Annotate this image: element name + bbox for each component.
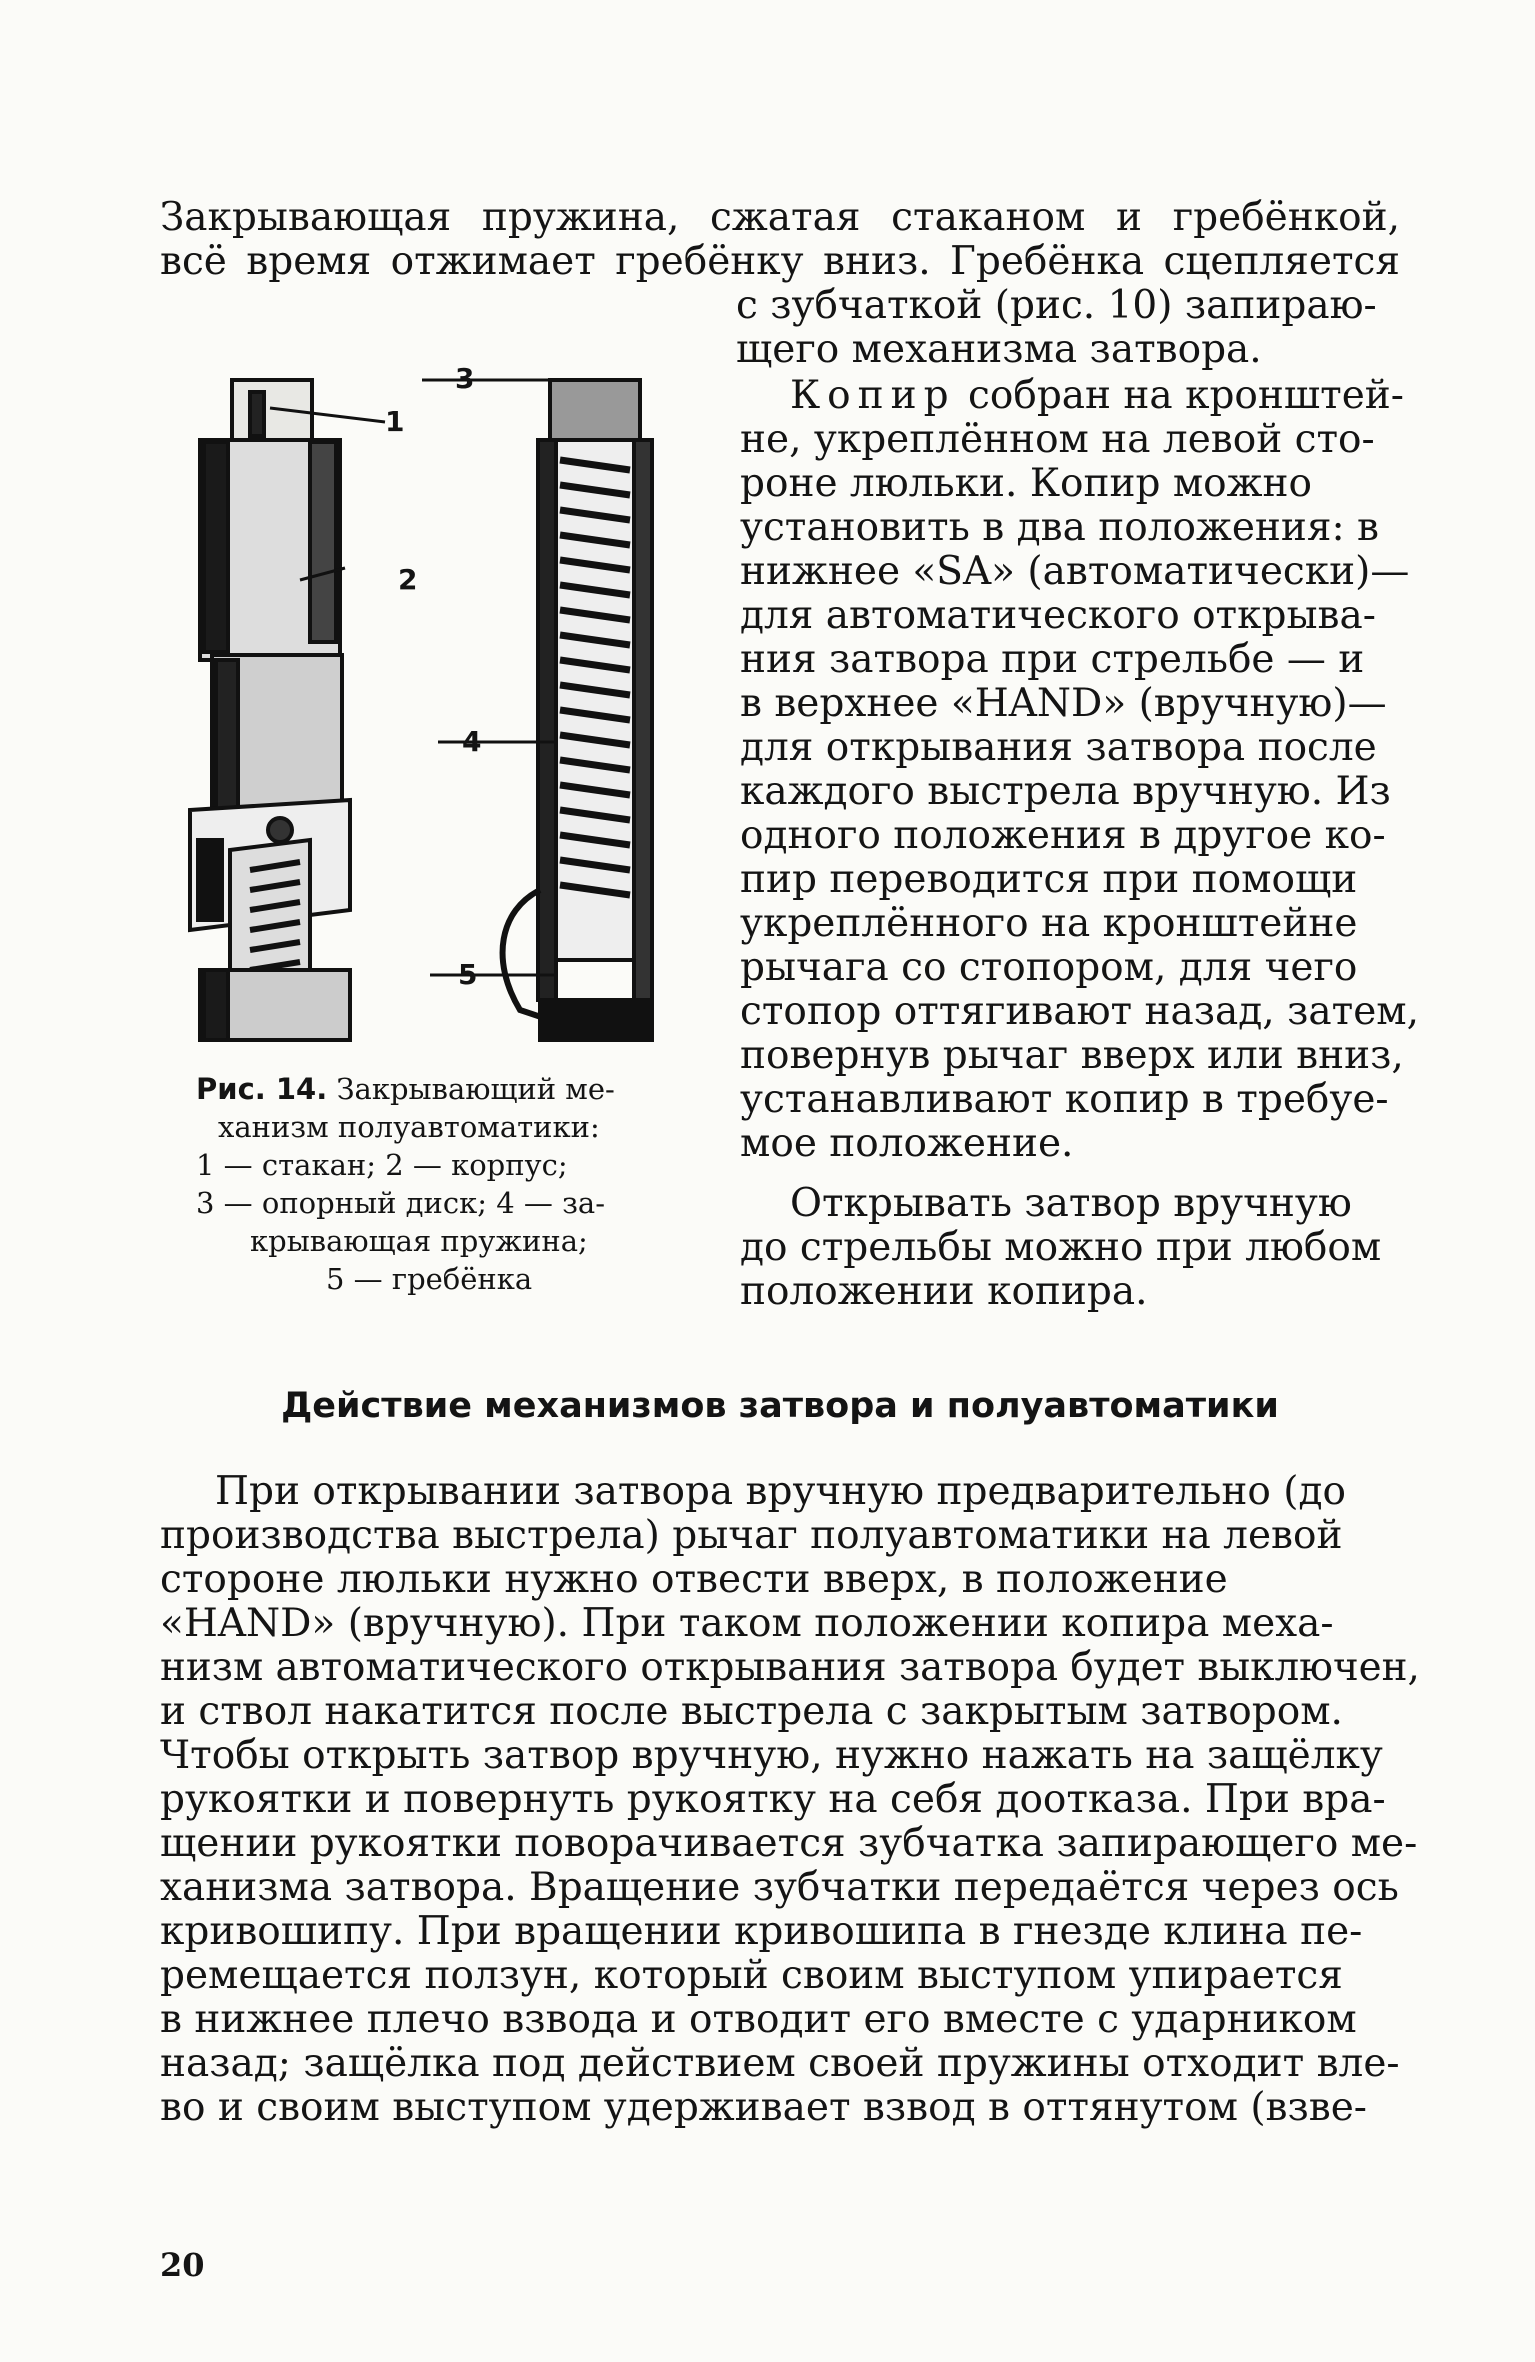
text-line: ния затвора при стрельбе — и: [740, 637, 1365, 682]
caption-line: [196, 1072, 615, 1106]
text-line: и ствол накатится после выстрела с закрытым затвором.: [160, 1689, 1343, 1734]
text-line: пир переводится при помощи: [740, 857, 1358, 902]
text-line: При открывании затвора вручную предварительно (до: [215, 1469, 1346, 1514]
text-line: кривошипу. При вращении кривошипа в гнезде клина пе-: [160, 1909, 1363, 1954]
caption-label: Рис. 14.: [196, 1072, 328, 1106]
text-line: ханизма затвора. Вращение зубчатки передаётся через ось: [160, 1865, 1399, 1910]
spring-section: [503, 380, 652, 1040]
text-line: устанавливают копир в требуе-: [740, 1077, 1389, 1122]
callout-4: 4: [462, 725, 482, 758]
text-line: щении рукоятки поворачивается зубчатка запирающего ме-: [160, 1821, 1418, 1866]
callout-5: 5: [458, 958, 478, 991]
text-line: одного положения в другое ко-: [740, 813, 1386, 858]
text-line: стопор оттягивают назад, затем,: [740, 989, 1420, 1034]
text-line: «HAND» (вручную). При таком положении копира меха-: [160, 1601, 1334, 1646]
text-line: нижнее «SA» (автоматически)—: [740, 549, 1410, 594]
caption-line: 5 — гребёнка: [326, 1262, 533, 1296]
text-line: каждого выстрела вручную. Из: [740, 769, 1391, 814]
text-line: [790, 374, 1404, 418]
text-line: во и своим выступом удерживает взвод в оттянутом (взве-: [160, 2085, 1367, 2130]
text-line: производства выстрела) рычаг полуавтоматики на левой: [160, 1513, 1343, 1558]
text-line: Закрывающая пружина, сжатая стаканом и гребёнкой,: [160, 195, 1400, 240]
text-line: роне люльки. Копир можно: [740, 461, 1312, 506]
callout-3: 3: [455, 362, 475, 395]
kopir-term: Копир: [790, 373, 956, 418]
text-line: низм автоматического открывания затвора будет выключен,: [160, 1645, 1420, 1690]
text-line: стороне люльки нужно отвести вверх, в положение: [160, 1557, 1228, 1602]
text-line: ремещается ползун, который своим выступом упирается: [160, 1953, 1343, 1998]
text-line: рукоятки и повернуть рукоятку на себя доотказа. При вра-: [160, 1777, 1386, 1822]
text-line: рычага со стопором, для чего: [740, 945, 1358, 990]
text-line: положении копира.: [740, 1269, 1148, 1314]
mechanism-illustration: [160, 370, 680, 1050]
text-fragment: собран на кронштей-: [955, 373, 1404, 418]
text-line: до стрельбы можно при любом: [740, 1225, 1382, 1270]
callout-1: 1: [385, 405, 405, 438]
caption-line: ханизм полуавтоматики:: [218, 1110, 600, 1144]
text-line: повернув рычаг вверх или вниз,: [740, 1033, 1404, 1078]
text-line: в верхнее «HAND» (вручную)—: [740, 681, 1387, 726]
text-line: с зубчаткой (рис. 10) запираю-: [736, 283, 1377, 328]
text-line: мое положение.: [740, 1121, 1074, 1166]
text-line: Открывать затвор вручную: [790, 1181, 1352, 1226]
text-line: установить в два положения: в: [740, 505, 1379, 550]
text-line: не, укреплённом на левой сто-: [740, 417, 1375, 462]
text-line: для автоматического открыва-: [740, 593, 1376, 638]
text-line: щего механизма затвора.: [736, 327, 1262, 372]
caption-line: крывающая пружина;: [250, 1224, 588, 1258]
caption-line: 3 — опорный диск; 4 — за-: [196, 1186, 605, 1220]
cylinder-assembly: [190, 380, 350, 1040]
text-line: укреплённого на кронштейне: [740, 901, 1358, 946]
callout-2: 2: [398, 563, 418, 596]
text-line: Чтобы открыть затвор вручную, нужно нажать на защёлку: [160, 1733, 1383, 1778]
text-line: в нижнее плечо взвода и отводит его вместе с ударником: [160, 1997, 1357, 2042]
text-line: всё время отжимает гребёнку вниз. Гребёнка сцепляется: [160, 239, 1400, 284]
page-number: 20: [160, 2246, 205, 2284]
text-line: для открывания затвора после: [740, 725, 1377, 770]
text-line: назад; защёлка под действием своей пружины отходит вле-: [160, 2041, 1400, 2086]
section-heading: Действие механизмов затвора и полуавтоматики: [281, 1386, 1279, 1426]
caption-line: 1 — стакан; 2 — корпус;: [196, 1148, 568, 1182]
caption-text: Закрывающий ме-: [327, 1072, 615, 1106]
